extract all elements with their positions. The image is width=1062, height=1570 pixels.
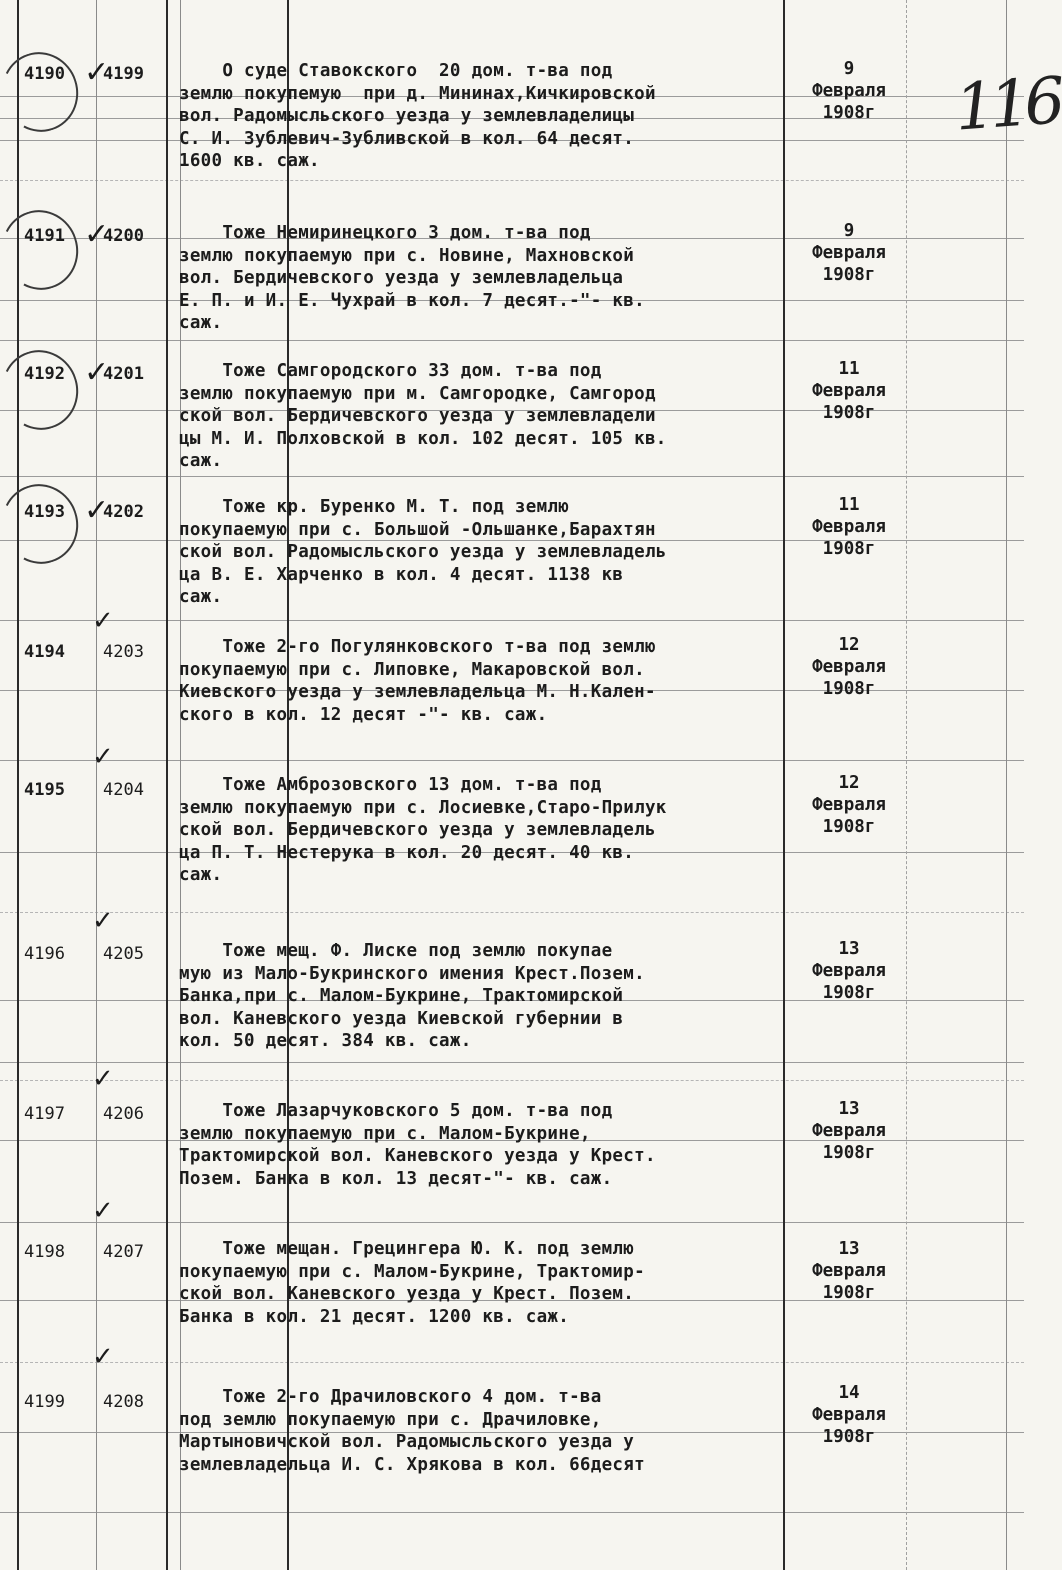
entry-line: С. И. Зублевич-Зубливской в кол. 64 десят. (179, 128, 635, 149)
entry-number: 4199 (24, 1392, 65, 1412)
date-month: Февраля (812, 243, 886, 263)
circle-mark-icon (0, 340, 89, 440)
rule-line (0, 1512, 1024, 1513)
entry-line: вол. Каневского уезда Киевской губернии в (179, 1008, 624, 1029)
date-day: 14 (838, 1383, 860, 1403)
entry-line: саж. (179, 587, 223, 607)
entry-line: мую из Мало-Букринского имения Крест.Позем. (179, 963, 645, 984)
rule-line (0, 1062, 1024, 1063)
page-number: 116 (952, 64, 1062, 146)
entry-line: Е. П. и И. Е. Чухрай в кол. 7 десят.-"- кв. (179, 290, 645, 311)
entry-text (179, 1100, 791, 1190)
entry-line: покупаемую при с. Большой -Ольшанке,Барахтян (179, 519, 656, 540)
entry-line: ца В. Е. Харченко в кол. 4 десят. 1138 кв (179, 564, 624, 585)
date-day: 13 (838, 1239, 860, 1259)
register-number: 4206 (103, 1104, 144, 1124)
entry-line: ской вол. Бердичевского уезда у землевладели (179, 406, 656, 426)
entry-date (790, 634, 908, 700)
date-month: Февраля (812, 657, 886, 677)
checkmark-icon: ✓ (92, 742, 114, 772)
entry-line: землю покупемую при д. Мининах,Кичкировской (179, 83, 656, 104)
rule-line (0, 1222, 1024, 1223)
register-number: 4199 (103, 64, 144, 84)
rule-line (0, 620, 1024, 621)
rule-line (0, 912, 1024, 913)
entry-text (179, 774, 791, 887)
date-month: Февраля (812, 1261, 886, 1281)
checkmark-icon: ✓ (92, 606, 114, 636)
entry-line: Тоже мещан. Грецингера Ю. К. под землю (179, 1239, 635, 1259)
entry-line: Тоже кр. Буренко М. Т. под землю (179, 497, 570, 517)
entry-line: Тоже Амброзовского 13 дом. т-ва под (179, 775, 602, 795)
entry-text (179, 496, 791, 609)
entry-line: землевладельца И. С. Хрякова в кол. 66десят (179, 1454, 645, 1475)
entry-text (179, 940, 791, 1053)
entry-line: 1600 кв. саж. (179, 151, 320, 171)
entry-line: землю покупаемую при м. Самгородке, Самгород (179, 383, 656, 404)
entry-line: вол. Радомысльского уезда у землевладелицы (179, 106, 635, 126)
entry-line: Тоже 2-го Драчиловского 4 дом. т-ва (179, 1387, 602, 1407)
entry-date (790, 494, 908, 560)
date-month: Февраля (812, 81, 886, 101)
checkmark-icon: ✓ (92, 1342, 114, 1372)
column-line (166, 0, 168, 1570)
register-number: 4201 (103, 364, 144, 384)
checkmark-icon: ✓ (84, 217, 110, 252)
date-day: 12 (838, 635, 860, 655)
register-number: 4203 (103, 642, 144, 662)
entry-number: 4194 (24, 642, 65, 662)
register-number: 4207 (103, 1242, 144, 1262)
entry-line: Киевского уезда у землевладельца М. Н.Кален- (179, 682, 656, 702)
entry-line: саж. (179, 451, 223, 471)
entry-date (790, 1238, 908, 1304)
circle-mark-icon (0, 42, 89, 142)
entry-text (179, 60, 791, 173)
entry-line: Тоже мещ. Ф. Лиске под землю покупае (179, 941, 613, 961)
entry-line: саж. (179, 865, 223, 885)
entry-number: 4196 (24, 944, 65, 964)
date-day: 13 (838, 939, 860, 959)
date-year: 1908г (822, 1143, 876, 1163)
entry-line: цы М. И. Полховской в кол. 102 десят. 105 кв. (179, 428, 667, 449)
entry-line: Трактомирской вол. Каневского уезда у Крест. (179, 1146, 656, 1166)
rule-line (0, 1080, 1024, 1081)
entry-line: Позем. Банка в кол. 13 десят-"- кв. саж. (179, 1168, 613, 1189)
entry-line: Банка,при с. Малом-Букрине, Трактомирской (179, 986, 624, 1006)
entry-number: 4197 (24, 1104, 65, 1124)
date-year: 1908г (822, 983, 876, 1003)
date-month: Февраля (812, 517, 886, 537)
entry-line: Мартыновичской вол. Радомысльского уезда у (179, 1432, 635, 1452)
date-month: Февраля (812, 795, 886, 815)
entry-line: под землю покупаемую при с. Драчиловке, (179, 1409, 602, 1430)
register-number: 4208 (103, 1392, 144, 1412)
entry-line: О суде Ставокского 20 дом. т-ва под (179, 61, 613, 81)
entry-text (179, 222, 791, 335)
entry-line: ской вол. Радомысльского уезда у землевладель (179, 542, 667, 562)
checkmark-icon: ✓ (84, 55, 110, 90)
entry-line: покупаемую при с. Малом-Букрине, Трактомир- (179, 1261, 645, 1282)
date-day: 12 (838, 773, 860, 793)
entry-date (790, 1098, 908, 1164)
date-day: 9 (843, 221, 855, 241)
date-year: 1908г (822, 817, 876, 837)
entry-line: ской вол. Каневского уезда у Крест. Позем. (179, 1284, 635, 1304)
entry-line: ской вол. Бердичевского уезда у землевладель (179, 820, 656, 840)
entry-line: землю покупаемую при с. Новине, Махновской (179, 245, 635, 266)
entry-number: 4198 (24, 1242, 65, 1262)
entry-line: покупаемую при с. Липовке, Макаровской вол. (179, 659, 645, 680)
date-month: Февраля (812, 381, 886, 401)
entry-date (790, 358, 908, 424)
date-day: 11 (838, 495, 860, 515)
entry-line: Тоже Самгородского 33 дом. т-ва под (179, 361, 602, 381)
register-number: 4204 (103, 780, 144, 800)
entry-line: ского в кол. 12 десят -"- кв. саж. (179, 704, 548, 725)
checkmark-icon: ✓ (92, 906, 114, 936)
date-day: 11 (838, 359, 860, 379)
date-day: 9 (843, 59, 855, 79)
checkmark-icon: ✓ (92, 1064, 114, 1094)
entry-date (790, 938, 908, 1004)
entry-line: землю покупаемую при с. Лосиевке,Старо-Прилук (179, 797, 667, 818)
rule-line (0, 340, 1024, 341)
circle-mark-icon (0, 200, 89, 300)
date-year: 1908г (822, 539, 876, 559)
checkmark-icon: ✓ (92, 1196, 114, 1226)
date-year: 1908г (822, 1427, 876, 1447)
entry-line: вол. Бердичевского уезда у землевладельца (179, 268, 624, 288)
entry-text (179, 360, 791, 473)
entry-line: саж. (179, 313, 223, 333)
date-month: Февраля (812, 1405, 886, 1425)
register-number: 4205 (103, 944, 144, 964)
rule-line (0, 180, 1024, 181)
entry-line: землю покупаемую при с. Малом-Букрине, (179, 1123, 591, 1144)
entry-number: 4193 (24, 502, 65, 522)
register-number: 4200 (103, 226, 144, 246)
entry-line: Тоже Лазарчуковского 5 дом. т-ва под (179, 1101, 613, 1121)
entry-text (179, 1386, 791, 1476)
entry-line: кол. 50 десят. 384 кв. саж. (179, 1031, 472, 1051)
entry-line: Банка в кол. 21 десят. 1200 кв. саж. (179, 1306, 570, 1327)
register-number: 4202 (103, 502, 144, 522)
entry-line: Тоже Немиринецкого 3 дом. т-ва под (179, 223, 591, 243)
entry-date (790, 220, 908, 286)
entry-line: ца П. Т. Нестерука в кол. 20 десят. 40 кв. (179, 842, 635, 863)
entry-number: 4195 (24, 780, 65, 800)
date-year: 1908г (822, 265, 876, 285)
date-day: 13 (838, 1099, 860, 1119)
date-year: 1908г (822, 679, 876, 699)
entry-date (790, 1382, 908, 1448)
entry-date (790, 58, 908, 124)
date-year: 1908г (822, 103, 876, 123)
entry-text (179, 1238, 791, 1328)
date-month: Февраля (812, 1121, 886, 1141)
date-year: 1908г (822, 1283, 876, 1303)
entry-number: 4191 (24, 226, 65, 246)
checkmark-icon: ✓ (84, 355, 110, 390)
column-line (1006, 0, 1007, 1570)
date-year: 1908г (822, 403, 876, 423)
date-month: Февраля (812, 961, 886, 981)
circle-mark-icon (0, 474, 89, 574)
checkmark-icon: ✓ (84, 493, 110, 528)
rule-line (0, 1362, 1024, 1363)
entry-line: Тоже 2-го Погулянковского т-ва под землю (179, 637, 656, 657)
entry-number: 4192 (24, 364, 65, 384)
rule-line (0, 760, 1024, 761)
entry-number: 4190 (24, 64, 65, 84)
entry-date (790, 772, 908, 838)
rule-line (0, 476, 1024, 477)
entry-text (179, 636, 791, 726)
